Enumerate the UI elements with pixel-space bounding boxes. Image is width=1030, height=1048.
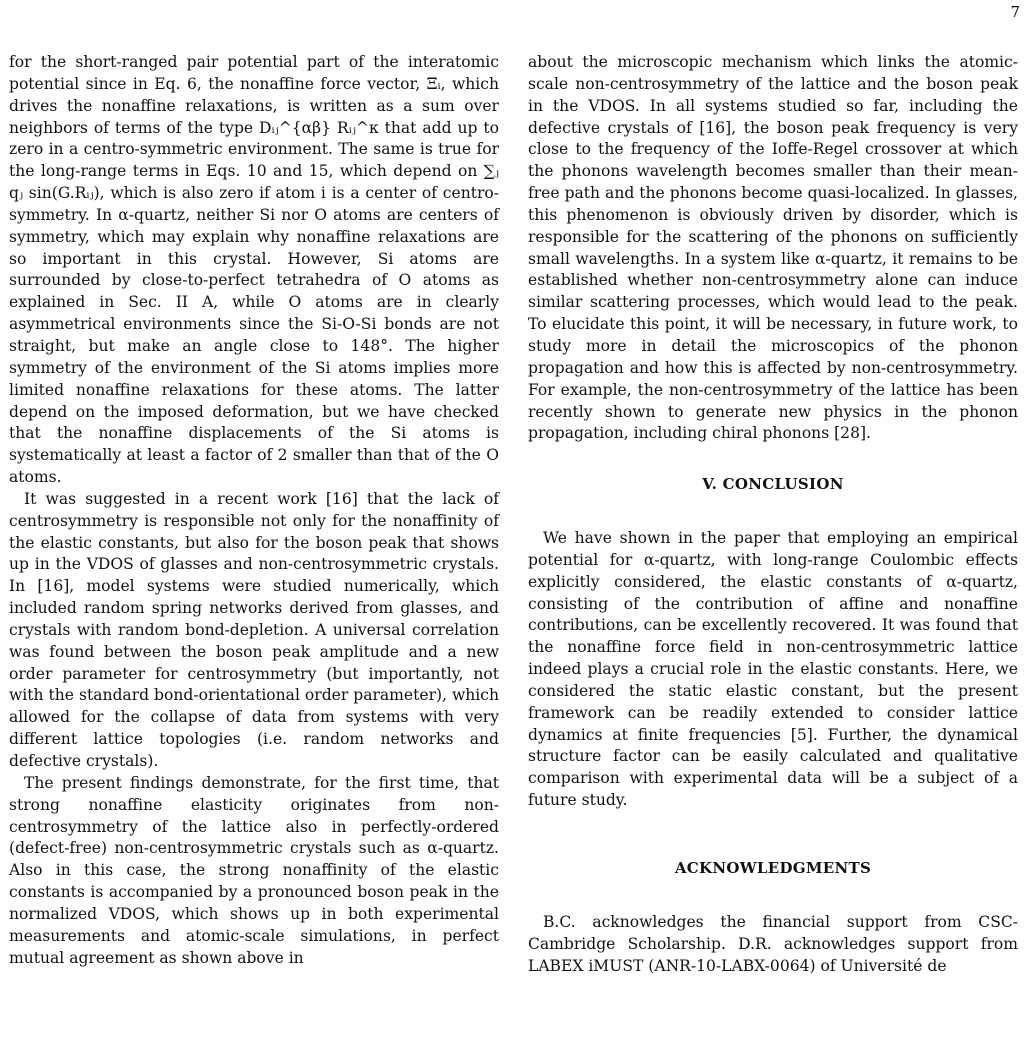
left-column — [9, 52, 499, 969]
paragraph-recent-work: It was suggested in a recent work [16] that the lack of centrosymmetry is responsible not only for the nonaffinity of the elastic constants, but also for the boson peak that shows up in the VDOS of glasses and non-centrosymmetric crystals. In [16], model systems were studied numerically, which included random spring networks derived from glasses, and crystals with random bond-depletion. A universal correlation was found between the boson peak amplitude and a new order parameter for centrosymmetry (but importantly, not with the standard bond-orientational order parameter), which allowed for the collapse of data from systems with very different lattice topologies (i.e. random networks and defective crystals). — [9, 489, 499, 770]
paragraph-conclusion: We have shown in the paper that employing an empirical potential for α-quartz, with long-range Coulombic effects explicitly considered, the elastic constants of α-quartz, consisting of the contribution of affine and nonaffine contributions, can be excellently recovered. It was found that the nonaffine force field in non-centrosymmetric lattice indeed plays a crucial role in the elastic constants. Here, we considered the static elastic constant, but the present framework can be readily extended to consider lattice dynamics at finite frequencies [5]. Further, the dynamical structure factor can be easily calculated and qualitative comparison with experimental data will be a subject of a future study. — [528, 529, 1018, 810]
paragraph-microscopic-mechanism: about the microscopic mechanism which links the atomic-scale non-centrosymmetry of the lattice and the boson peak in the VDOS. In all systems studied so far, including the defective crystals of [16], the boson peak frequency is very close to the frequency of the Ioffe-Regel crossover at which the phonons wavelength becomes smaller than their mean-free path and the phonons become quasi-localized. In glasses, this phenomenon is obviously driven by disorder, which is responsible for the scattering of the phonons on sufficiently small wavelengths. In a system like α-quartz, it remains to be established whether non-centrosymmetry alone can induce similar scattering processes, which would lead to the peak. To elucidate this point, it will be necessary, in future work, to study more in detail the microscopics of the phonon propagation and how this is affected by non-centrosymmetry. For example, the non-centrosymmetry of the lattice has been recently shown to generate new physics in the phonon propagation, including chiral phonons [28]. — [528, 53, 1018, 443]
paragraph-present-findings: The present findings demonstrate, for the first time, that strong nonaffine elasticity originates from non-centrosymmetry of the lattice also in perfectly-ordered (defect-free) non-centrosymmetric crystals such as α-quartz. Also in this case, the strong nonaffinity of the elastic constants is accompanied by a pronounced boson peak in the normalized VDOS, which shows up in both experimental measurements and atomic-scale simulations, in perfect mutual agreement as shown above in — [9, 773, 499, 967]
page-number: 7 — [1010, 3, 1020, 21]
paragraph-acknowledgments: B.C. acknowledges the financial support from CSC-Cambridge Scholarship. D.R. acknowledges support from LABEX iMUST (ANR-10-LABX-0064) of Université de — [528, 912, 1018, 975]
section-heading-conclusion: V. CONCLUSION — [702, 475, 844, 494]
paragraph-nonaffine-force: for the short-ranged pair potential part of the interatomic potential since in Eq. 6, the nonaffine force vector, Ξᵢ, which drives the nonaffine relaxations, is written as a sum over neighbors of terms of the type Dᵢⱼ^{αβ} Rᵢⱼ^κ that add up to zero in a centro-symmetric environment. The same is true for the long-range terms in Eqs. 10 and 15, which depend on ∑ⱼ qⱼ sin(G.Rᵢⱼ), which is also zero if atom i is a center of centro-symmetry. In α-quartz, neither Si nor O atoms are centers of symmetry, which may explain why nonaffine relaxations are so important in this crystal. However, Si atoms are surrounded by close-to-perfect tetrahedra of O atoms as explained in Sec. II A, while O atoms are in clearly asymmetrical environments since the Si-O-Si bonds are not straight, but make an angle close to 148°. The higher symmetry of the environment of the Si atoms implies more limited nonaffine relaxations for these atoms. The latter depend on the imposed deformation, but we have checked that the nonaffine displacements of the Si atoms is systematically at least a factor of 2 smaller than that of the O atoms. — [9, 53, 499, 487]
section-heading-acknowledgments: ACKNOWLEDGMENTS — [674, 859, 872, 877]
right-column — [528, 52, 1018, 977]
